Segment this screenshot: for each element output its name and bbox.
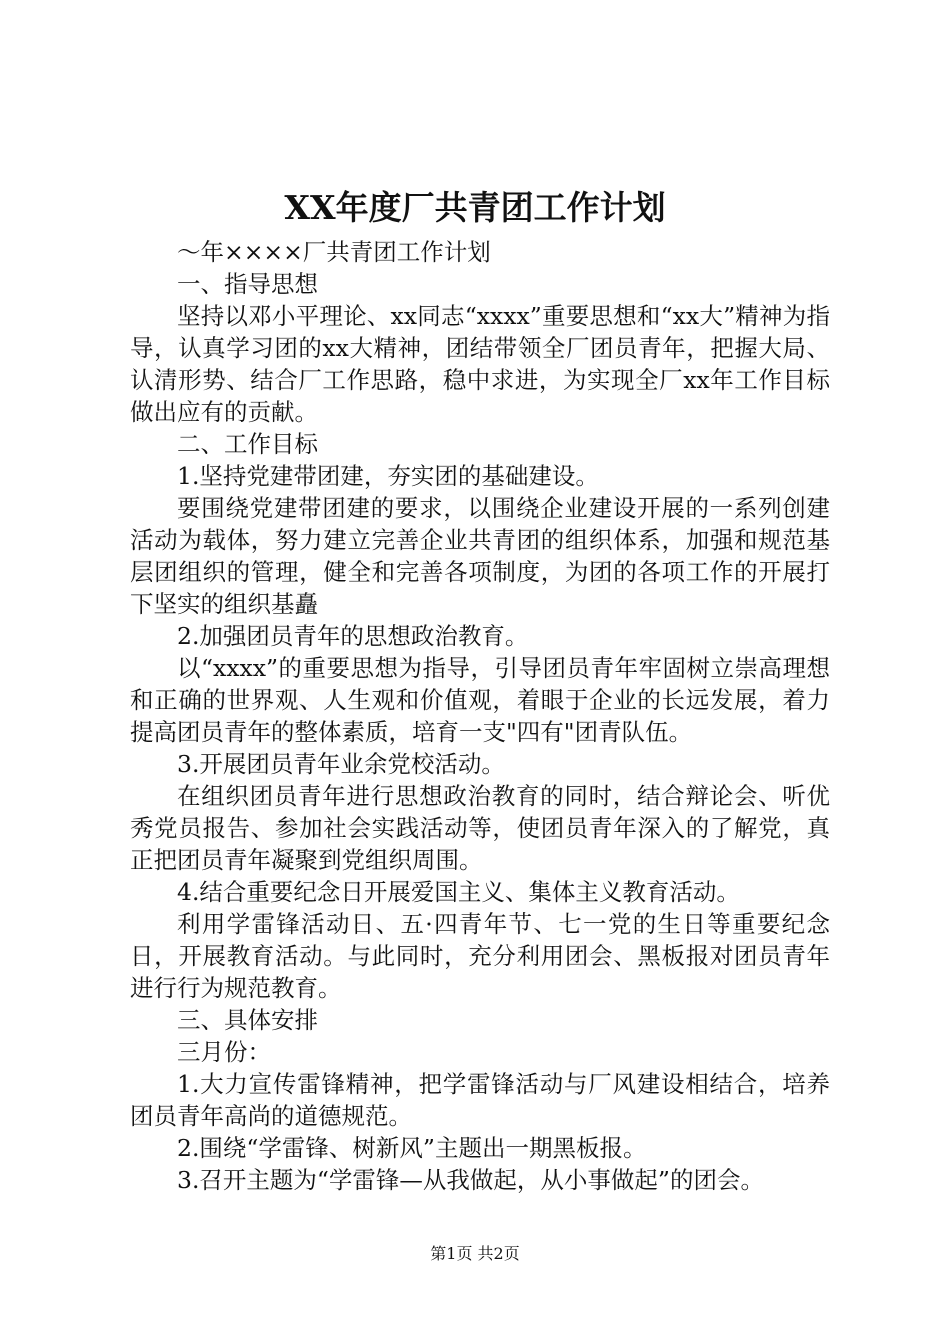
document-body xyxy=(130,236,830,1196)
goal-item-4: 4.结合重要纪念日开展爱国主义、集体主义教育活动。 xyxy=(177,878,740,906)
paragraph-goal-3: 在组织团员青年进行思想政治教育的同时，结合辩论会、听优秀党员报告、参加社会实践活动等，使团员青年深入的了解党，真正把团员青年凝聚到党组织周围。 xyxy=(130,782,830,874)
march-item-3: 3.召开主题为“学雷锋—从我做起，从小事做起”的团会。 xyxy=(177,1166,764,1194)
document-title: XX年度厂共青团工作计划 xyxy=(284,188,666,227)
paragraph-subtitle: ～年××××厂共青团工作计划 xyxy=(177,238,491,266)
paragraph-goal-2: 以“xxxx”的重要思想为指导，引导团员青年牢固树立崇高理想和正确的世界观、人生观和价值观，着眼于企业的长远发展，着力提高团员青年的整体素质，培育一支"四有"团青队伍。 xyxy=(130,654,830,746)
goal-item-2: 2.加强团员青年的思想政治教育。 xyxy=(177,622,529,650)
page-number-footer: 第1页 共2页 xyxy=(430,1244,520,1263)
march-item-2: 2.围绕“学雷锋、树新风”主题出一期黑板报。 xyxy=(177,1134,647,1162)
section-heading-guiding-ideology: 一、指导思想 xyxy=(177,270,318,298)
paragraph-goal-4: 利用学雷锋活动日、五·四青年节、七一党的生日等重要纪念日，开展教育活动。与此同时，充分利用团会、黑板报对团员青年进行行为规范教育。 xyxy=(130,910,830,1002)
month-heading-march: 三月份： xyxy=(177,1038,271,1066)
paragraph-guiding-ideology: 坚持以邓小平理论、xx同志“xxxx”重要思想和“xx大”精神为指导，认真学习团的xx大精神，团结带领全厂团员青年，把握大局、认清形势、结合厂工作思路，稳中求进，为实现全厂xx年工作目标做出应有的贡献。 xyxy=(130,302,830,426)
paragraph-goal-1: 要围绕党建带团建的要求，以围绕企业建设开展的一系列创建活动为载体，努力建立完善企业共青团的组织体系，加强和规范基层团组织的管理，健全和完善各项制度，为团的各项工作的开展打下坚实的组织基矗 xyxy=(130,494,830,618)
section-heading-work-goals: 二、工作目标 xyxy=(177,430,318,458)
march-item-1: 1.大力宣传雷锋精神，把学雷锋活动与厂风建设相结合，培养团员青年高尚的道德规范。 xyxy=(130,1070,830,1130)
goal-item-1: 1.坚持党建带团建，夯实团的基础建设。 xyxy=(177,462,599,490)
goal-item-3: 3.开展团员青年业余党校活动。 xyxy=(177,750,505,778)
section-heading-arrangements: 三、具体安排 xyxy=(177,1006,318,1034)
